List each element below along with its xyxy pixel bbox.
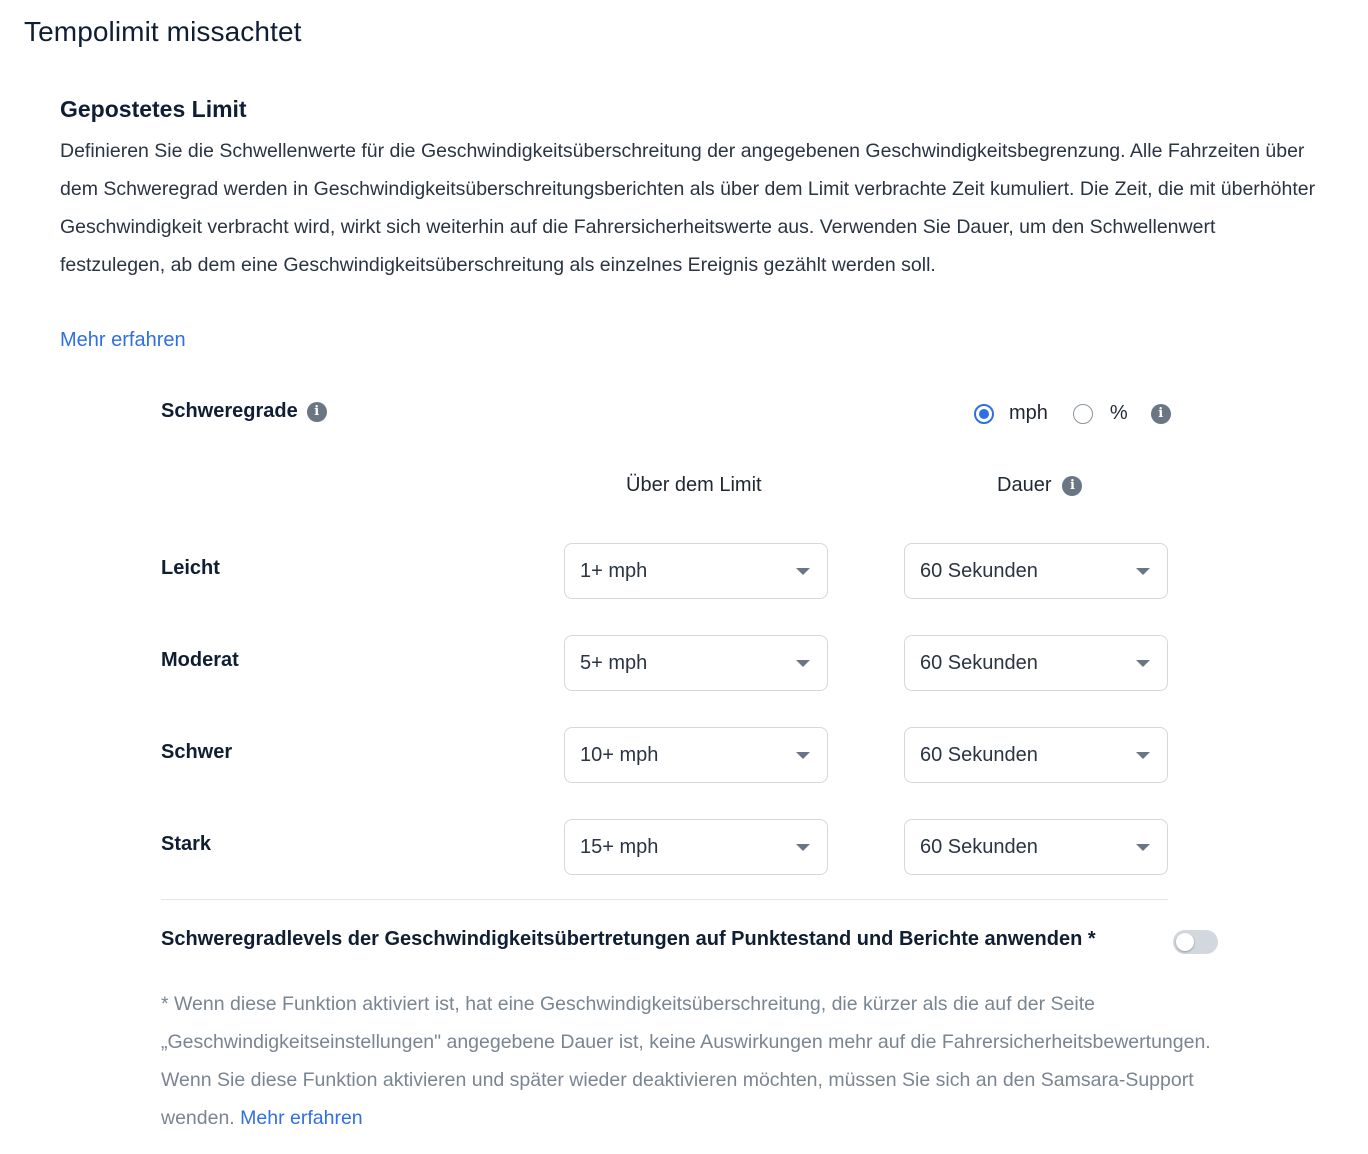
over-limit-select-moderat[interactable]: [564, 635, 828, 691]
footnote: [161, 985, 1251, 1137]
duration-select-moderat[interactable]: [904, 635, 1168, 691]
info-icon[interactable]: i: [1151, 404, 1171, 424]
radio-mph[interactable]: [974, 404, 994, 424]
divider: [161, 899, 1168, 900]
radio-percent-label[interactable]: %: [1109, 402, 1128, 424]
radio-mph-label[interactable]: mph: [1009, 402, 1048, 424]
severity-row-label-schwer: Schwer: [161, 741, 233, 763]
page-title: Tempolimit missachtet: [24, 16, 302, 47]
duration-select-stark[interactable]: [904, 819, 1168, 875]
toggle-knob: [1176, 933, 1194, 951]
footnote-learn-more-link[interactable]: Mehr erfahren: [240, 1107, 363, 1129]
select-value: 60 Sekunden: [920, 835, 1038, 858]
unit-radio-group: [974, 402, 1171, 425]
apply-severity-toggle-label: Schweregradlevels der Geschwindigkeitsübertretungen auf Punktestand und Berichte anwenden *: [161, 928, 1096, 950]
apply-severity-toggle[interactable]: [1173, 930, 1218, 954]
chevron-down-icon: [1136, 660, 1150, 667]
chevron-down-icon: [1136, 752, 1150, 759]
select-value: 5+ mph: [580, 651, 648, 674]
section-title: Gepostetes Limit: [60, 96, 247, 122]
chevron-down-icon: [1136, 568, 1150, 575]
section-description: Definieren Sie die Schwellenwerte für die Geschwindigkeitsüberschreitung der angegebenen Geschwindigkeitsbegrenzung. Alle Fahrzeiten über dem Schweregrad werden in Geschwindigkeitsüberschreitungsberichten als über dem Limit verbrachte Zeit kumuliert. Die Zeit, die mit überhöhter Geschwindigkeit verbracht wird, wirkt sich weiterhin auf die Fahrersicherheitswerte aus. Verwenden Sie Dauer, um den Schwellenwert festzulegen, ab dem eine Geschwindigkeitsüberschreitung als einzelnes Ereignis gezählt werden soll.: [60, 140, 1316, 276]
severity-label: Schweregrade: [161, 400, 298, 422]
info-icon[interactable]: i: [307, 402, 327, 422]
info-icon[interactable]: i: [1062, 476, 1082, 496]
chevron-down-icon: [1136, 844, 1150, 851]
column-header-duration: [997, 474, 1082, 497]
select-value: 1+ mph: [580, 559, 648, 582]
over-limit-select-schwer[interactable]: [564, 727, 828, 783]
duration-select-schwer[interactable]: [904, 727, 1168, 783]
over-limit-select-leicht[interactable]: [564, 543, 828, 599]
select-value: 15+ mph: [580, 835, 659, 858]
over-limit-select-stark[interactable]: [564, 819, 828, 875]
chevron-down-icon: [796, 844, 810, 851]
footnote-text: * Wenn diese Funktion aktiviert ist, hat eine Geschwindigkeitsüberschreitung, die kürzer als die auf der Seite „Geschwindigkeitseinstellungen" angegebene Dauer ist, keine Auswirkungen mehr auf die Fahrersicherheitsbewertungen. Wenn Sie diese Funktion aktivieren und später wieder deaktivieren möchten, müssen Sie sich an den Samsara-Support wenden.: [161, 993, 1211, 1129]
radio-percent[interactable]: [1073, 404, 1093, 424]
chevron-down-icon: [796, 568, 810, 575]
duration-select-leicht[interactable]: [904, 543, 1168, 599]
severity-row-label-leicht: Leicht: [161, 557, 220, 579]
select-value: 10+ mph: [580, 743, 659, 766]
chevron-down-icon: [796, 752, 810, 759]
select-value: 60 Sekunden: [920, 559, 1038, 582]
severity-row-label-stark: Stark: [161, 833, 212, 855]
chevron-down-icon: [796, 660, 810, 667]
select-value: 60 Sekunden: [920, 743, 1038, 766]
column-header-duration-label: Dauer: [997, 474, 1052, 496]
column-header-over-limit: Über dem Limit: [626, 474, 762, 496]
severity-heading: [161, 400, 327, 423]
learn-more-link[interactable]: Mehr erfahren: [60, 329, 186, 351]
select-value: 60 Sekunden: [920, 651, 1038, 674]
severity-row-label-moderat: Moderat: [161, 649, 239, 671]
